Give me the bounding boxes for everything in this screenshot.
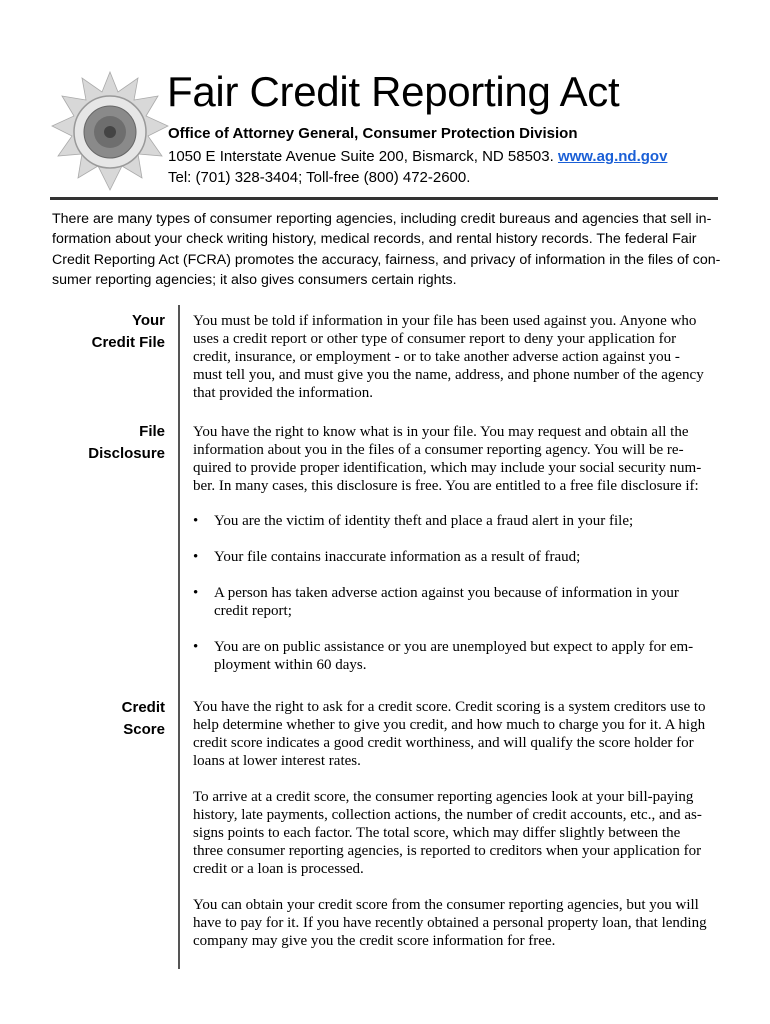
credit-score-paragraph-3 [193,896,707,950]
text-line: ployment within 60 days. [214,657,367,673]
label-line: Credit File [91,334,165,351]
credit-score-paragraph-2 [193,788,702,878]
address-line [168,147,667,167]
text-line: must tell you, and must give you the name, address, and phone number of the agency [193,367,704,383]
text-line: You can obtain your credit score from the consumer reporting agencies, but you will [193,897,699,913]
intro-line: Credit Reporting Act (FCRA) promotes the accuracy, fairness, and privacy of information in the files of con- [52,251,721,268]
intro-paragraph [52,209,720,290]
website-link[interactable]: www.ag.nd.gov [557,148,668,165]
credit-file-paragraph [193,312,704,402]
text-line: signs points to each factor. The total score, which may differ slightly between the [193,825,681,841]
text-line: history, late payments, collection actions, the number of credit accounts, etc., and as- [193,807,702,823]
text-line: You are the victim of identity theft and place a fraud alert in your file; [214,513,634,529]
section-label-credit-file [92,310,165,354]
header-divider [50,197,718,200]
text-line: You have the right to ask for a credit score. Credit scoring is a system creditors use to [193,699,706,715]
text-line: You are on public assistance or you are unemployed but expect to apply for em- [214,639,694,655]
text-line: have to pay for it. If you have recently obtained a personal property loan, that lending [193,915,707,931]
label-line: Disclosure [88,445,165,462]
text-line: credit score indicates a good credit worthiness, and will qualify the score holder for [193,735,694,751]
label-line: Score [123,721,165,738]
text-line: help determine whether to give you credit, and how much to charge you for it. A high [193,717,706,733]
section-label-file-disclosure [88,421,165,465]
credit-score-paragraph-1 [193,698,706,770]
text-line: quired to provide proper identification, which may include your social security num- [193,460,702,476]
phone-line: Tel: (701) 328-3404; Toll-free (800) 472-2600. [168,169,471,186]
text-line: A person has taken adverse action against you because of information in your [214,585,679,601]
organization-name: Office of Attorney General, Consumer Protection Division [168,125,578,142]
file-disclosure-paragraph [193,423,701,495]
bullet-icon: • [193,585,199,601]
label-line: File [139,423,165,440]
text-line: To arrive at a credit score, the consumer reporting agencies look at your bill-paying [193,789,694,805]
label-line: Your [131,312,165,329]
text-line: You must be told if information in your file has been used against you. Anyone who [193,313,697,329]
intro-line: sumer reporting agencies; it also gives consumers certain rights. [52,271,457,288]
text-line: credit or a loan is processed. [193,861,364,877]
attorney-general-seal-icon [50,70,170,195]
bullet-icon: • [193,549,199,565]
text-line: You have the right to know what is in your file. You may request and obtain all the [193,424,689,440]
intro-line: There are many types of consumer reporting agencies, including credit bureaus and agencies that sell in- [52,211,712,227]
text-line: ber. In many cases, this disclosure is free. You are entitled to a free file disclosure if: [193,478,699,494]
text-line: information about you in the files of a consumer reporting agency. You will be re- [193,442,684,458]
intro-line: formation about your check writing history, medical records, and rental history records. The federal Fair [52,231,697,248]
text-line: uses a credit report or other type of consumer report to deny your application for [193,331,677,347]
page-title: Fair Credit Reporting Act [167,68,620,115]
text-line: company may give you the credit score information for free. [193,933,556,949]
bullet-icon: • [193,639,199,655]
text-line: credit report; [214,603,292,619]
text-line: loans at lower interest rates. [193,753,361,769]
text-line: that provided the information. [193,385,373,401]
text-line: three consumer reporting agencies, is reported to creditors when your application for [193,843,702,859]
text-line: credit, insurance, or employment - or to take another adverse action against you - [193,349,680,365]
address: 1050 E Interstate Avenue Suite 200, Bismarck, ND 58503. [168,148,554,165]
text-line: Your file contains inaccurate information as a result of fraud; [214,549,581,565]
label-line: Credit [121,699,165,716]
bullet-icon: • [193,513,199,529]
section-label-credit-score [122,697,165,741]
column-divider [178,305,180,969]
